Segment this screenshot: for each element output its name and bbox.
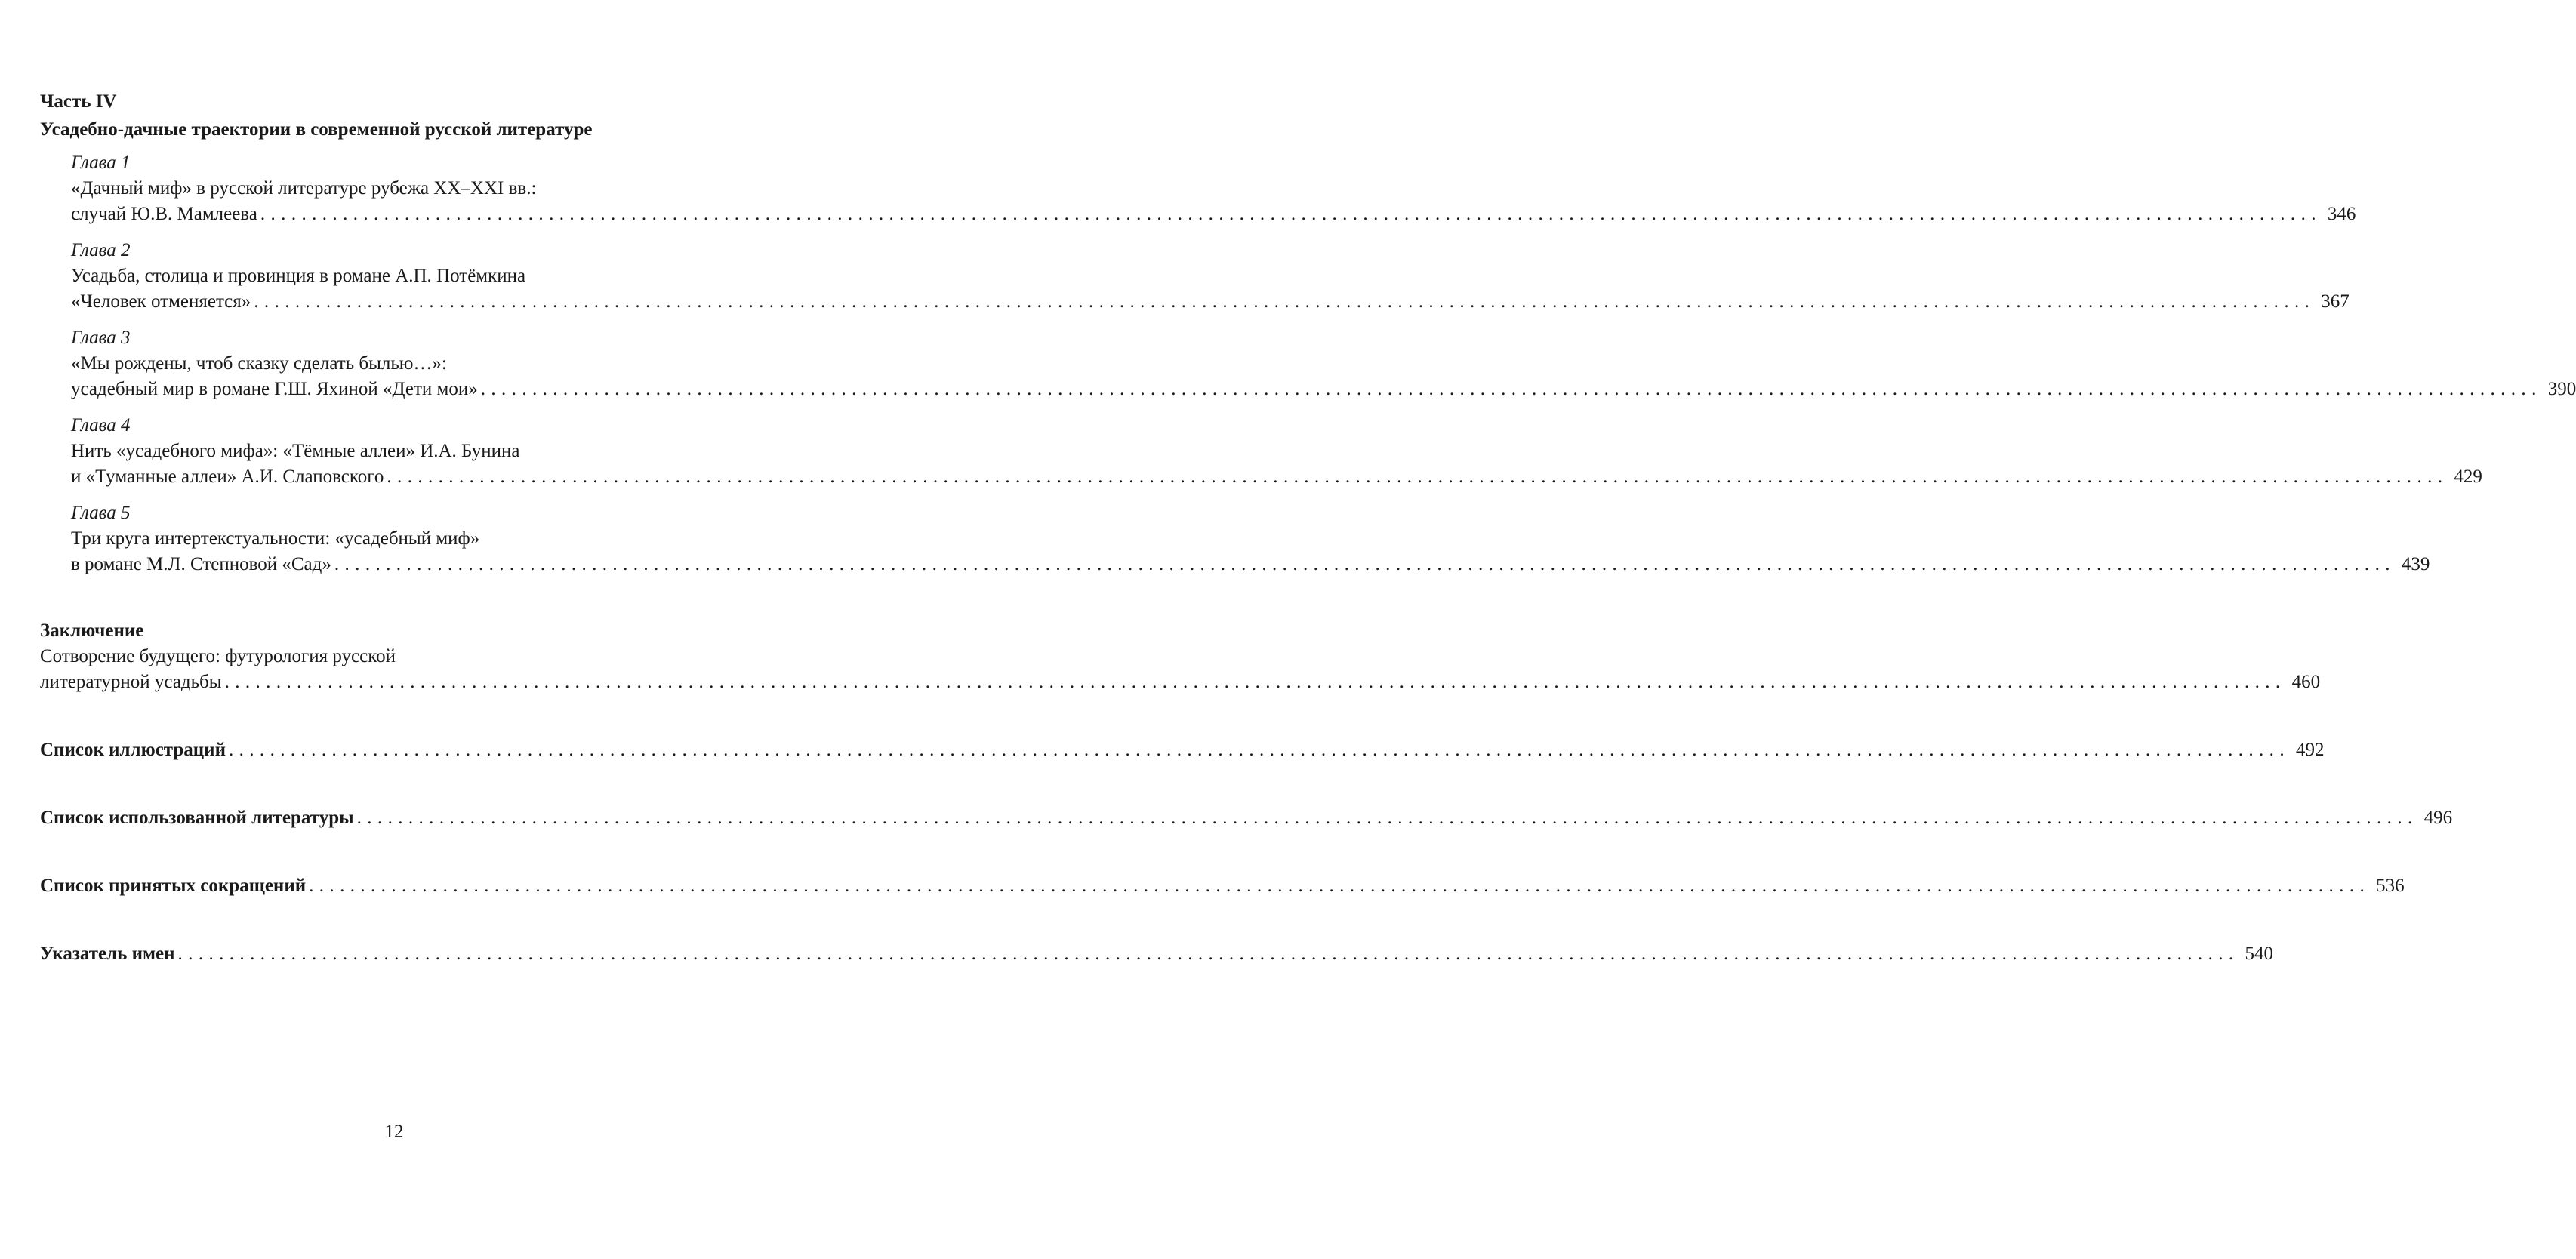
part-title: Усадебно-дачные траектории в современной русской литературе [40, 119, 593, 140]
chapter-list [71, 150, 2576, 577]
page-ref: 492 [2295, 740, 2325, 760]
chapter-title-last-line: и «Туманные аллеи» А.И. Слаповского [71, 466, 384, 487]
chapter-entry-1 [71, 150, 2356, 227]
section-title: Список иллюстраций [40, 740, 226, 760]
chapter-title-line: Нить «усадебного мифа»: «Тёмные аллеи» И.А. Бунина [71, 441, 520, 461]
section-title: Список использованной литературы [40, 808, 354, 828]
leader-dots: ........................................................................................................................................................................................................ [334, 554, 2396, 574]
page-ref: 429 [2454, 466, 2482, 487]
page-ref: 540 [2245, 943, 2274, 964]
section-entry-name-index [40, 941, 2274, 967]
page-ref: 460 [2291, 672, 2321, 692]
page-ref: 496 [2423, 808, 2453, 828]
leader-dots: ........................................................................................................................................................................................................ [356, 808, 2418, 828]
conclusion-heading: Заключение [40, 620, 144, 641]
page-number: 12 [384, 1122, 404, 1142]
chapter-entry-2 [71, 238, 2350, 315]
table-of-contents [40, 89, 2576, 967]
leader-dots: ........................................................................................................................................................................................................ [260, 204, 2322, 224]
chapter-title-line: Усадьба, столица и провинция в романе А.П. Потёмкина [71, 266, 526, 286]
section-entry-bibliography [40, 805, 2453, 831]
leader-dots: ........................................................................................................................................................................................................ [309, 876, 2371, 896]
part-label: Часть IV [40, 91, 117, 112]
conclusion-leader-line [40, 670, 2321, 695]
conclusion-entry [40, 618, 2321, 695]
chapter-label: Глава 5 [71, 503, 131, 523]
chapter-leader-line [71, 464, 2482, 490]
chapter-label: Глава 3 [71, 328, 131, 348]
chapter-entry-4 [71, 413, 2482, 490]
leader-dots: ........................................................................................................................................................................................................ [387, 466, 2448, 487]
chapter-title-last-line: случай Ю.В. Мамлеева [71, 204, 257, 224]
chapter-leader-line [71, 377, 2576, 402]
leader-dots: ........................................................................................................................................................................................................ [177, 943, 2239, 964]
chapter-title-last-line: в романе М.Л. Степновой «Сад» [71, 554, 331, 574]
chapter-leader-line [71, 202, 2356, 227]
chapter-entry-5 [71, 500, 2430, 577]
page-ref: 367 [2321, 291, 2350, 312]
chapter-title-line: «Дачный миф» в русской литературе рубежа XX–XXI вв.: [71, 178, 537, 199]
chapter-leader-line [71, 552, 2430, 577]
chapter-leader-line [71, 289, 2350, 315]
leader-dots: ........................................................................................................................................................................................................ [480, 379, 2542, 399]
chapter-label: Глава 1 [71, 152, 131, 173]
chapter-label: Глава 2 [71, 240, 131, 260]
page-ref: 536 [2376, 876, 2405, 896]
chapter-title-last-line: «Человек отменяется» [71, 291, 251, 312]
chapter-title-line: «Мы рождены, чтоб сказку сделать былью…»: [71, 353, 447, 374]
conclusion-title-last-line: литературной усадьбы [40, 672, 222, 692]
section-title: Указатель имен [40, 943, 175, 964]
chapter-title-last-line: усадебный мир в романе Г.Ш. Яхиной «Дети мои» [71, 379, 478, 399]
leader-dots: ........................................................................................................................................................................................................ [224, 672, 2286, 692]
section-entry-illustrations [40, 737, 2325, 763]
page-ref: 346 [2327, 204, 2356, 224]
page-ref: 439 [2401, 554, 2430, 574]
chapter-title-line: Три круга интертекстуальности: «усадебный миф» [71, 528, 480, 549]
chapter-label: Глава 4 [71, 415, 131, 436]
leader-dots: ........................................................................................................................................................................................................ [254, 291, 2316, 312]
section-entry-abbreviations [40, 873, 2405, 899]
leader-dots: ........................................................................................................................................................................................................ [228, 740, 2290, 760]
chapter-entry-3 [71, 325, 2576, 402]
conclusion-title-line: Сотворение будущего: футурология русской [40, 646, 396, 666]
page-ref: 390 [2547, 379, 2576, 399]
section-title: Список принятых сокращений [40, 876, 307, 896]
